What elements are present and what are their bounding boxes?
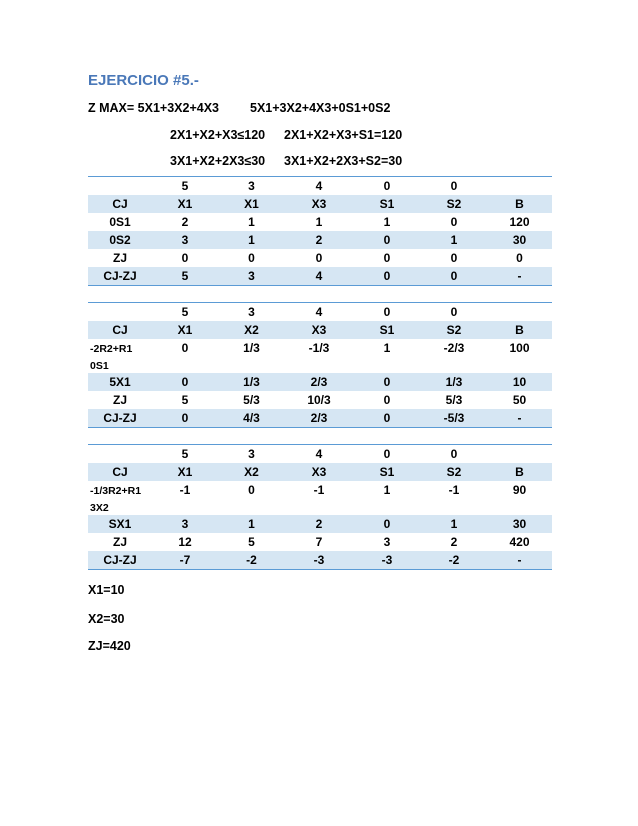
table-cell: B bbox=[515, 197, 524, 211]
row-label: CJ bbox=[112, 465, 128, 479]
table-cell: 4 bbox=[315, 447, 323, 461]
table-cell: 4 bbox=[315, 269, 323, 283]
table-cell: 1 bbox=[383, 341, 391, 355]
table-cell: 1 bbox=[383, 215, 391, 229]
table-row bbox=[88, 551, 552, 570]
row-label: -1/3R2+R1 3X2 bbox=[90, 485, 142, 514]
table-cell: - bbox=[517, 411, 522, 425]
table-cell: 0 bbox=[383, 251, 391, 265]
row-label: CJ-ZJ bbox=[103, 553, 137, 567]
table-header-row bbox=[88, 463, 552, 481]
table-cell: -2/3 bbox=[443, 341, 465, 355]
table-cell: S1 bbox=[379, 323, 395, 337]
table-cell: 1 bbox=[248, 233, 255, 247]
row-label: CJ bbox=[112, 197, 128, 211]
table-cell: 1/3 bbox=[243, 375, 260, 389]
result-x1: X1=10 bbox=[88, 583, 125, 597]
table-cell: 4 bbox=[315, 179, 323, 193]
table-cell: 0 bbox=[181, 411, 189, 425]
cj-coefficient-row bbox=[88, 444, 552, 463]
table-cell: S1 bbox=[379, 465, 395, 479]
table-cell: 5 bbox=[181, 393, 189, 407]
result-x2: X2=30 bbox=[88, 612, 125, 626]
table-cell: 3 bbox=[248, 269, 255, 283]
table-row bbox=[88, 515, 552, 533]
row-label: CJ-ZJ bbox=[103, 269, 137, 283]
table-header-row bbox=[88, 195, 552, 213]
table-cell: -7 bbox=[179, 553, 191, 567]
row-label: 0S1 bbox=[109, 215, 131, 229]
table-cell: 2 bbox=[315, 233, 323, 247]
table-cell: 2 bbox=[181, 215, 189, 229]
table-cell: 0 bbox=[383, 411, 391, 425]
table-cell: 0 bbox=[450, 447, 458, 461]
standard-constraint-2: 3X1+X2+2X3+S2=30 bbox=[284, 154, 403, 168]
table-cell: 5/3 bbox=[445, 393, 463, 407]
table-cell: 0 bbox=[450, 215, 458, 229]
table-cell: S2 bbox=[446, 465, 462, 479]
table-cell: - bbox=[517, 269, 522, 283]
table-cell: X3 bbox=[311, 323, 327, 337]
table-cell: X3 bbox=[311, 197, 327, 211]
table-cell: 0 bbox=[315, 251, 323, 265]
constraint-1: 2X1+X2+X3≤120 bbox=[170, 128, 266, 142]
table-cell: 1 bbox=[450, 233, 458, 247]
table-cell: -2 bbox=[448, 553, 460, 567]
table-cell: 1 bbox=[450, 517, 458, 531]
table-row bbox=[88, 213, 552, 231]
table-cell: 4/3 bbox=[243, 411, 260, 425]
table-cell: -1/3 bbox=[308, 341, 330, 355]
table-cell: 0 bbox=[383, 269, 391, 283]
table-cell: 0 bbox=[181, 251, 189, 265]
table-cell: X1 bbox=[177, 323, 193, 337]
simplex-table-3 bbox=[88, 444, 552, 570]
table-cell: X2 bbox=[244, 323, 259, 337]
row-label: 0S2 bbox=[109, 233, 131, 247]
table-cell: 0 bbox=[248, 251, 255, 265]
simplex-table-1 bbox=[88, 176, 552, 286]
table-cell: -1 bbox=[313, 483, 325, 497]
objective-function: Z MAX= 5X1+3X2+4X3 bbox=[88, 101, 219, 115]
row-label: -2R2+R1 0S1 bbox=[90, 343, 133, 372]
table-cell: S2 bbox=[446, 323, 462, 337]
row-label: ZJ bbox=[112, 393, 127, 407]
table-cell: 3 bbox=[248, 179, 255, 193]
table-cell: 30 bbox=[512, 233, 527, 247]
cj-coefficient-row bbox=[88, 302, 552, 321]
table-cell: 420 bbox=[509, 535, 530, 549]
row-label: CJ bbox=[112, 323, 128, 337]
table-row bbox=[88, 373, 552, 391]
table-cell: X1 bbox=[244, 197, 259, 211]
table-cell: 5 bbox=[181, 305, 189, 319]
table-cell: X1 bbox=[177, 197, 193, 211]
table-cell: 50 bbox=[512, 393, 527, 407]
table-cell: B bbox=[515, 465, 524, 479]
constraint-2: 3X1+X2+2X3≤30 bbox=[170, 154, 266, 168]
table-cell: 1/3 bbox=[445, 375, 463, 389]
table-cell: 7 bbox=[315, 535, 323, 549]
table-cell: 1 bbox=[248, 215, 255, 229]
table-cell: 3 bbox=[383, 535, 391, 549]
table-cell: 0 bbox=[383, 375, 391, 389]
table-cell: 2/3 bbox=[310, 375, 328, 389]
row-label: ZJ bbox=[112, 535, 127, 549]
table-cell: 5 bbox=[181, 269, 189, 283]
table-cell: - bbox=[517, 553, 522, 567]
table-cell: -2 bbox=[246, 553, 257, 567]
table-cell: 0 bbox=[383, 517, 391, 531]
table-cell: 0 bbox=[516, 251, 523, 265]
result-zj: ZJ=420 bbox=[88, 639, 131, 653]
table-cell: X1 bbox=[177, 465, 193, 479]
table-row bbox=[88, 391, 552, 409]
table-cell: -1 bbox=[448, 483, 460, 497]
row-label: SX1 bbox=[108, 517, 132, 531]
table-cell: -1 bbox=[179, 483, 191, 497]
standard-constraint-1: 2X1+X2+X3+S1=120 bbox=[284, 128, 403, 142]
table-cell: 1 bbox=[315, 215, 323, 229]
table-cell: 1/3 bbox=[243, 341, 260, 355]
table-cell: X3 bbox=[311, 465, 327, 479]
table-cell: 2/3 bbox=[310, 411, 328, 425]
table-cell: 0 bbox=[450, 179, 458, 193]
table-row bbox=[88, 267, 552, 286]
table-cell: 0 bbox=[383, 233, 391, 247]
table-cell: -3 bbox=[381, 553, 393, 567]
table-cell: 5 bbox=[181, 447, 189, 461]
table-cell: 0 bbox=[383, 393, 391, 407]
table-cell: 4 bbox=[315, 305, 323, 319]
table-row bbox=[88, 339, 552, 373]
table-cell: 0 bbox=[383, 447, 391, 461]
table-cell: 5 bbox=[181, 179, 189, 193]
table-cell: -5/3 bbox=[443, 411, 465, 425]
row-label: ZJ bbox=[112, 251, 127, 265]
table-cell: 90 bbox=[512, 483, 527, 497]
table-cell: 120 bbox=[509, 215, 530, 229]
table-cell: 10 bbox=[512, 375, 527, 389]
table-cell: 3 bbox=[248, 447, 255, 461]
table-cell: B bbox=[515, 323, 524, 337]
table-cell: 0 bbox=[450, 269, 458, 283]
table-cell: S2 bbox=[446, 197, 462, 211]
table-cell: 0 bbox=[181, 375, 189, 389]
table-cell: 30 bbox=[512, 517, 527, 531]
table-cell: 3 bbox=[181, 233, 189, 247]
table-cell: 12 bbox=[178, 535, 192, 549]
table-cell: -3 bbox=[313, 553, 325, 567]
table-row bbox=[88, 231, 552, 249]
table-cell: 5/3 bbox=[243, 393, 260, 407]
cj-coefficient-row bbox=[88, 176, 552, 195]
table-cell: X2 bbox=[244, 465, 259, 479]
table-cell: 100 bbox=[509, 341, 530, 355]
table-row bbox=[88, 249, 552, 267]
table-cell: 0 bbox=[383, 179, 391, 193]
standard-objective: 5X1+3X2+4X3+0S1+0S2 bbox=[250, 101, 391, 115]
table-cell: 3 bbox=[248, 305, 255, 319]
table-cell: 1 bbox=[383, 483, 391, 497]
table-cell: 10/3 bbox=[307, 393, 331, 407]
table-cell: 0 bbox=[383, 305, 391, 319]
table-cell: 0 bbox=[450, 251, 458, 265]
table-cell: 2 bbox=[450, 535, 458, 549]
table-cell: 5 bbox=[248, 535, 255, 549]
exercise-title: EJERCICIO #5.- bbox=[88, 72, 199, 89]
table-header-row bbox=[88, 321, 552, 339]
table-cell: S1 bbox=[379, 197, 395, 211]
table-cell: 2 bbox=[315, 517, 323, 531]
table-cell: 0 bbox=[248, 483, 255, 497]
table-cell: 0 bbox=[450, 305, 458, 319]
table-row bbox=[88, 481, 552, 515]
table-row bbox=[88, 409, 552, 428]
simplex-table-2 bbox=[88, 302, 552, 428]
row-label: 5X1 bbox=[109, 375, 131, 389]
table-row bbox=[88, 533, 552, 551]
table-cell: 1 bbox=[248, 517, 255, 531]
table-cell: 0 bbox=[181, 341, 189, 355]
table-cell: 3 bbox=[181, 517, 189, 531]
row-label: CJ-ZJ bbox=[103, 411, 137, 425]
